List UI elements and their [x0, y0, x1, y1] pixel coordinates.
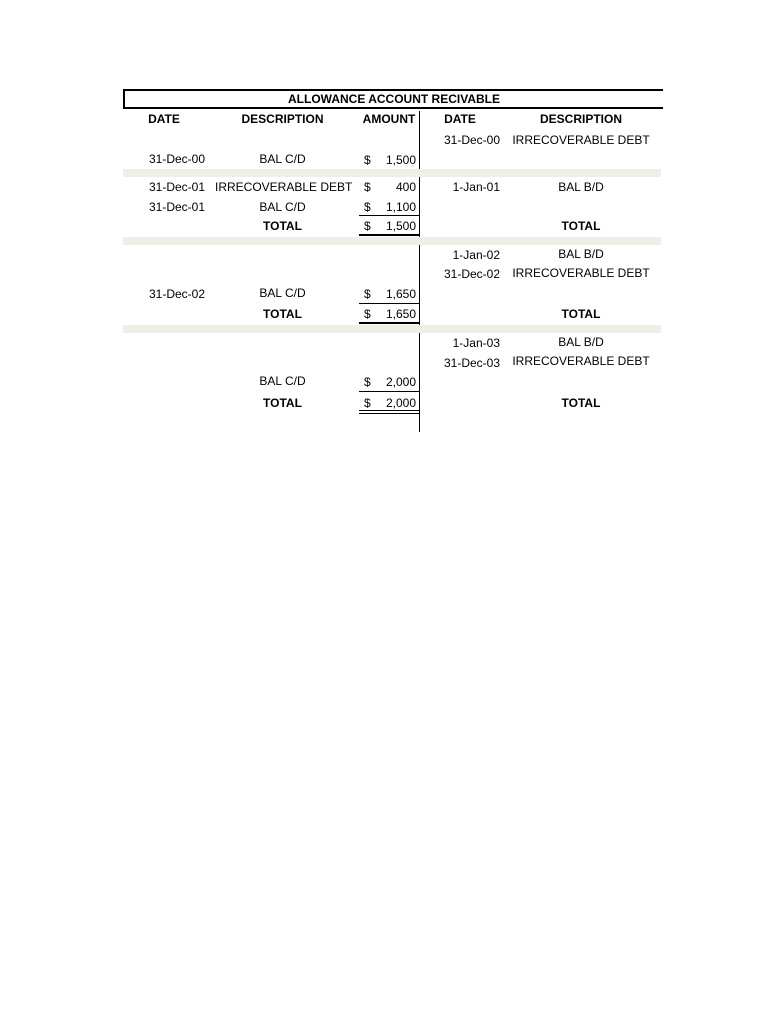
- right-entry-date: 1-Jan-02: [452, 248, 500, 262]
- left-entry-amount: 1,500: [385, 153, 416, 167]
- section-separator: [123, 325, 661, 333]
- left-entry-description: BAL C/D: [259, 374, 306, 388]
- right-entry-date: 1-Jan-03: [452, 336, 500, 350]
- left-entry-description: BAL C/D: [259, 200, 306, 214]
- left-entry-date: 31-Dec-01: [148, 180, 205, 194]
- total-rule: [359, 322, 419, 324]
- left-total-label: TOTAL: [263, 307, 302, 321]
- section-separator: [123, 237, 661, 245]
- header-left-amount: AMOUNT: [362, 112, 416, 126]
- currency-sign: $: [364, 396, 371, 410]
- currency-sign: $: [364, 219, 371, 233]
- section-separator: [123, 169, 661, 177]
- double-total-rule-bottom: [359, 413, 419, 414]
- right-entry-description: IRRECOVERABLE DEBT: [512, 266, 650, 280]
- currency-sign: $: [364, 307, 371, 321]
- currency-sign: $: [364, 375, 371, 389]
- right-entry-description: IRRECOVERABLE DEBT: [512, 133, 650, 147]
- currency-sign: $: [364, 180, 371, 194]
- subtotal-rule: [359, 215, 419, 216]
- right-entry-date: 31-Dec-02: [443, 267, 500, 281]
- left-entry-date: 31-Dec-00: [148, 152, 205, 166]
- right-total-label: TOTAL: [561, 307, 601, 321]
- right-total-label: TOTAL: [561, 396, 601, 410]
- left-total-amount: 1,500: [385, 219, 416, 233]
- header-right-date: DATE: [444, 112, 476, 126]
- subtotal-rule: [359, 303, 419, 304]
- subtotal-rule: [359, 391, 419, 392]
- left-entry-amount: 1,650: [385, 287, 416, 301]
- right-entry-description: BAL B/D: [558, 335, 604, 349]
- left-entry-date: 31-Dec-01: [148, 200, 205, 214]
- left-total-label: TOTAL: [263, 219, 302, 233]
- header-right-description: DESCRIPTION: [539, 112, 622, 126]
- right-entry-description: BAL B/D: [558, 247, 604, 261]
- left-entry-description: BAL C/D: [259, 286, 306, 300]
- right-total-label: TOTAL: [561, 219, 601, 233]
- left-entry-amount: 400: [395, 180, 416, 194]
- total-rule: [359, 234, 419, 236]
- currency-sign: $: [364, 287, 371, 301]
- left-total-amount: 1,650: [385, 307, 416, 321]
- right-entry-description: BAL B/D: [558, 180, 604, 194]
- header-left-description: DESCRIPTION: [241, 112, 324, 126]
- right-entry-date: 31-Dec-03: [443, 356, 500, 370]
- left-entry-amount: 2,000: [385, 375, 416, 389]
- right-entry-date: 31-Dec-00: [443, 133, 500, 147]
- ledger-title: ALLOWANCE ACCOUNT RECIVABLE: [123, 89, 663, 109]
- left-total-label: TOTAL: [263, 396, 302, 410]
- double-total-rule-top: [359, 410, 419, 411]
- left-entry-description: BAL C/D: [259, 152, 306, 166]
- header-left-date: DATE: [148, 112, 180, 126]
- left-entry-amount: 1,100: [385, 200, 416, 214]
- left-total-amount: 2,000: [385, 396, 416, 410]
- left-entry-description: IRRECOVERABLE DEBT: [215, 180, 353, 194]
- currency-sign: $: [364, 153, 371, 167]
- right-entry-description: IRRECOVERABLE DEBT: [512, 354, 650, 368]
- right-entry-date: 1-Jan-01: [452, 180, 500, 194]
- currency-sign: $: [364, 200, 371, 214]
- left-entry-date: 31-Dec-02: [148, 287, 205, 301]
